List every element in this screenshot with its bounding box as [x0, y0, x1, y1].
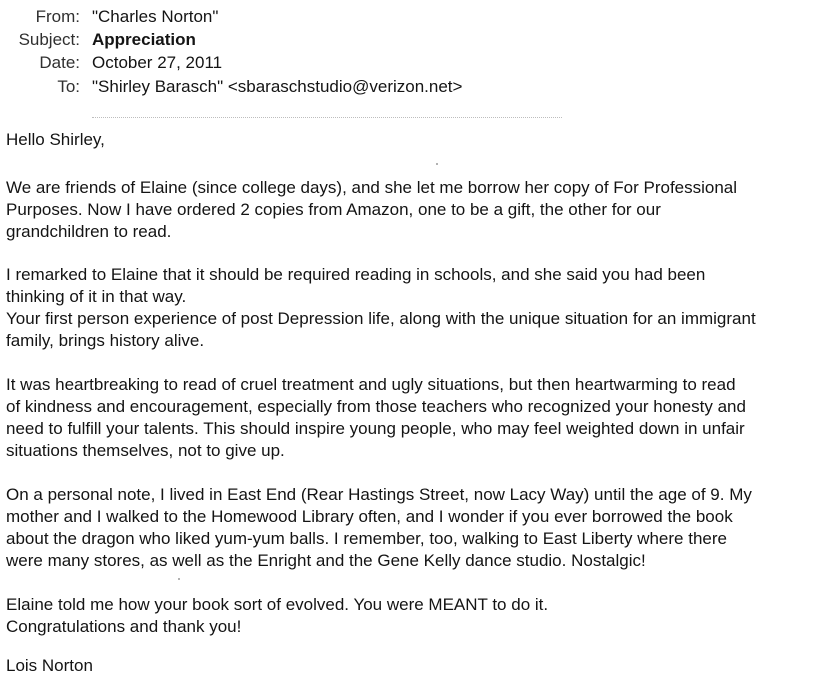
- text-line: We are friends of Elaine (since college days), and she let me borrow her copy of For Professional: [6, 178, 738, 197]
- paragraph-3: [6, 374, 746, 462]
- paragraph-2: [6, 264, 756, 352]
- text-line: Elaine told me how your book sort of evolved. You were MEANT to do it.: [6, 595, 549, 614]
- text-line: about the dragon who liked yum-yum balls. I remember, too, walking to East Liberty where there: [6, 529, 727, 548]
- text-line: were many stores, as well as the Enright and the Gene Kelly dance studio. Nostalgic!: [6, 551, 646, 570]
- text-line: Purposes. Now I have ordered 2 copies from Amazon, one to be a gift, the other for our: [6, 200, 661, 219]
- text-line: On a personal note, I lived in East End (Rear Hastings Street, now Lacy Way) until the age of 9. My: [6, 485, 752, 504]
- subject-label: Subject:: [18, 30, 80, 49]
- scan-speck: [436, 163, 438, 165]
- from-label: From:: [35, 7, 80, 26]
- text-line: need to fulfill your talents. This should inspire young people, who may feel weighted down in unfair: [6, 419, 745, 438]
- text-line: Your first person experience of post Depression life, along with the unique situation for an immigrant: [6, 309, 756, 328]
- date-value: October 27, 2011: [92, 53, 223, 72]
- text-line: thinking of it in that way.: [6, 287, 187, 306]
- subject-value: Appreciation: [92, 30, 196, 49]
- text-line: mother and I walked to the Homewood Library often, and I wonder if you ever borrowed the book: [6, 507, 733, 526]
- to-label: To:: [57, 77, 80, 96]
- paragraph-5: [6, 594, 548, 638]
- text-line: of kindness and encouragement, especially from those teachers who recognized your honesty and: [6, 397, 746, 416]
- date-label: Date:: [39, 53, 80, 72]
- signature-line: Lois Norton: [6, 656, 93, 675]
- text-line: Congratulations and thank you!: [6, 617, 242, 636]
- from-value: "Charles Norton": [92, 7, 219, 26]
- text-line: grandchildren to read.: [6, 222, 172, 241]
- header-divider: [92, 117, 562, 118]
- to-value: "Shirley Barasch" <sbaraschstudio@verizon.net>: [92, 77, 463, 96]
- text-line: It was heartbreaking to read of cruel treatment and ugly situations, but then heartwarming to read: [6, 375, 736, 394]
- signature: [6, 655, 93, 677]
- text-line: I remarked to Elaine that it should be required reading in schools, and she said you had been: [6, 265, 706, 284]
- paragraph-1: [6, 177, 737, 243]
- text-line: family, brings history alive.: [6, 331, 205, 350]
- greeting: [6, 129, 105, 151]
- greeting-line: Hello Shirley,: [6, 130, 105, 149]
- scan-speck: [178, 578, 180, 580]
- text-line: situations themselves, not to give up.: [6, 441, 285, 460]
- paragraph-4: [6, 484, 752, 572]
